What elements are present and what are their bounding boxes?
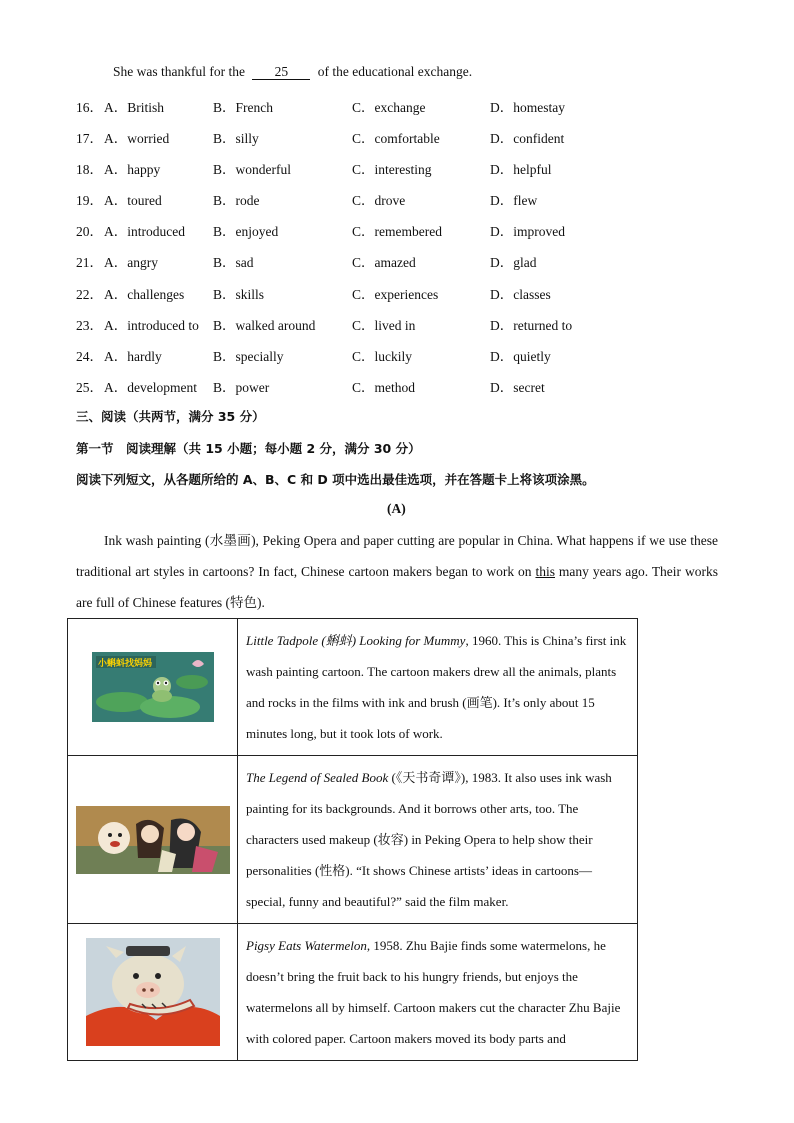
- option-a: A．introduced: [104, 224, 185, 239]
- legend-sealed-book-image: [76, 806, 230, 874]
- question-number: 23．: [76, 318, 103, 333]
- question-25: [76, 376, 716, 396]
- works-table: [67, 618, 638, 1061]
- option-b: B．specially: [213, 349, 284, 364]
- option-d: D．secret: [490, 380, 545, 395]
- option-b: B．silly: [213, 131, 259, 146]
- option-a: A．development: [104, 380, 197, 395]
- table-row: [68, 756, 638, 924]
- question-number: 17．: [76, 131, 103, 146]
- work-text: , 1958. Zhu Bajie finds some watermelons, he doesn’t bring the fruit back to his hungry friends, but enjoys the watermelons all by himself. Cartoon makers cut the character Zhu Bajie with colored paper. Cartoon makers moved its body parts and: [246, 938, 621, 1046]
- section-heading: 三、阅读（共两节，满分 35 分）: [76, 409, 265, 424]
- question-18: [76, 158, 716, 178]
- passage-paragraph: [76, 525, 718, 618]
- passage-text-2: many years ago. Their works are full of Chinese features (特色).: [76, 564, 718, 610]
- option-c: C．interesting: [352, 162, 432, 177]
- question-20: [76, 220, 716, 240]
- option-a: A．happy: [104, 162, 161, 177]
- question-number: 21．: [76, 255, 103, 270]
- option-c: C．luckily: [352, 349, 412, 364]
- option-d: D．homestay: [490, 100, 565, 115]
- image-cell: [68, 756, 238, 924]
- intro-before: She was thankful for the: [113, 64, 245, 79]
- work-description: The Legend of Sealed Book (《天书奇谭》), 1983. It also uses ink wash painting for its backgrounds. And it borrows other arts, too. The characters used makeup (妆容) in Peking Opera to help show their personalities (性格). “It shows Chinese artists’ ideas in cartoons—special, funny and beautiful?” said the film maker.: [238, 756, 638, 924]
- question-number: 22．: [76, 287, 103, 302]
- option-a: A．hardly: [104, 349, 162, 364]
- option-c: C．lived in: [352, 318, 416, 333]
- question-19: [76, 189, 716, 209]
- blank-25: 25: [252, 65, 310, 80]
- table-row: [68, 619, 638, 756]
- question-number: 24．: [76, 349, 103, 364]
- question-16: [76, 96, 716, 116]
- option-b: B．enjoyed: [213, 224, 279, 239]
- question-21: [76, 251, 716, 271]
- question-24: [76, 345, 716, 365]
- option-c: C．amazed: [352, 255, 416, 270]
- work-description: [238, 924, 638, 1061]
- option-d: D．quietly: [490, 349, 551, 364]
- option-b: B．skills: [213, 287, 265, 302]
- work-title: Little Tadpole (蝌蚪) Looking for Mummy: [246, 633, 466, 648]
- option-d: D．glad: [490, 255, 537, 270]
- option-b: B．walked around: [213, 318, 316, 333]
- option-d: D．confident: [490, 131, 565, 146]
- question-number: 25．: [76, 380, 103, 395]
- intro-after: of the educational exchange.: [317, 64, 473, 79]
- option-a: A．challenges: [104, 287, 185, 302]
- option-b: B．French: [213, 100, 273, 115]
- option-c: C．exchange: [352, 100, 426, 115]
- option-a: A．worried: [104, 131, 170, 146]
- question-number: 19．: [76, 193, 103, 208]
- option-a: A．British: [104, 100, 165, 115]
- work-description: [238, 619, 638, 756]
- question-number: 20．: [76, 224, 103, 239]
- option-c: C．experiences: [352, 287, 439, 302]
- option-c: C．remembered: [352, 224, 442, 239]
- table-row: [68, 924, 638, 1061]
- work-text: , 1960. This is China’s first ink wash painting cartoon. The cartoon makers drew all the animals, plants and rocks in the films with ink and brush (画笔). It’s only about 15 minutes long, but it took lots of work.: [246, 633, 627, 741]
- tadpole-cartoon-image: [92, 652, 214, 722]
- question-22: [76, 283, 716, 303]
- option-c: C．method: [352, 380, 415, 395]
- option-d: D．improved: [490, 224, 565, 239]
- option-d: D．classes: [490, 287, 551, 302]
- option-d: D．flew: [490, 193, 538, 208]
- option-a: A．angry: [104, 255, 158, 270]
- image-caption: 小蝌蚪找妈妈: [97, 659, 152, 669]
- question-number: 16．: [76, 100, 103, 115]
- option-d: D．helpful: [490, 162, 552, 177]
- option-a: A．toured: [104, 193, 162, 208]
- image-cell: [68, 619, 238, 756]
- subsection-heading: 第一节 阅读理解（共 15 小题；每小题 2 分，满分 30 分）: [76, 441, 421, 456]
- option-b: B．wonderful: [213, 162, 291, 177]
- intro-sentence: [113, 64, 472, 80]
- work-title: Pigsy Eats Watermelon: [246, 938, 367, 953]
- option-b: B．sad: [213, 255, 254, 270]
- image-cell: [68, 924, 238, 1061]
- work-text: ), 1983. It also uses ink wash painting for its backgrounds. And it borrows other arts, too. The characters used makeup (妆容) in Peking Opera to help show their personalities (性格). “It shows Chinese artists’ ideas in cartoons—special, funny and beautiful?” said the film maker.: [246, 770, 612, 909]
- passage-text-1: Ink wash painting (水墨画), Peking Opera and paper cutting are popular in China. What happens if we use these traditional art styles in cartoons? In fact, Chinese cartoon makers began to work on: [76, 533, 718, 579]
- underlined-word: this: [535, 564, 555, 579]
- question-17: [76, 127, 716, 147]
- question-number: 18．: [76, 162, 103, 177]
- option-d: D．returned to: [490, 318, 573, 333]
- option-c: C．comfortable: [352, 131, 440, 146]
- instruction-text: 阅读下列短文，从各题所给的 A、B、C 和 D 项中选出最佳选项，并在答题卡上将该项涂黑。: [76, 472, 595, 487]
- option-c: C．drove: [352, 193, 406, 208]
- question-23: [76, 314, 716, 334]
- option-b: B．power: [213, 380, 270, 395]
- passage-label: (A): [387, 501, 406, 516]
- work-title-cn: 《天书奇谭》: [395, 770, 461, 785]
- option-a: A．introduced to: [104, 318, 199, 333]
- pigsy-cartoon-image: [86, 938, 220, 1046]
- option-b: B．rode: [213, 193, 260, 208]
- work-title: The Legend of Sealed Book: [246, 770, 389, 785]
